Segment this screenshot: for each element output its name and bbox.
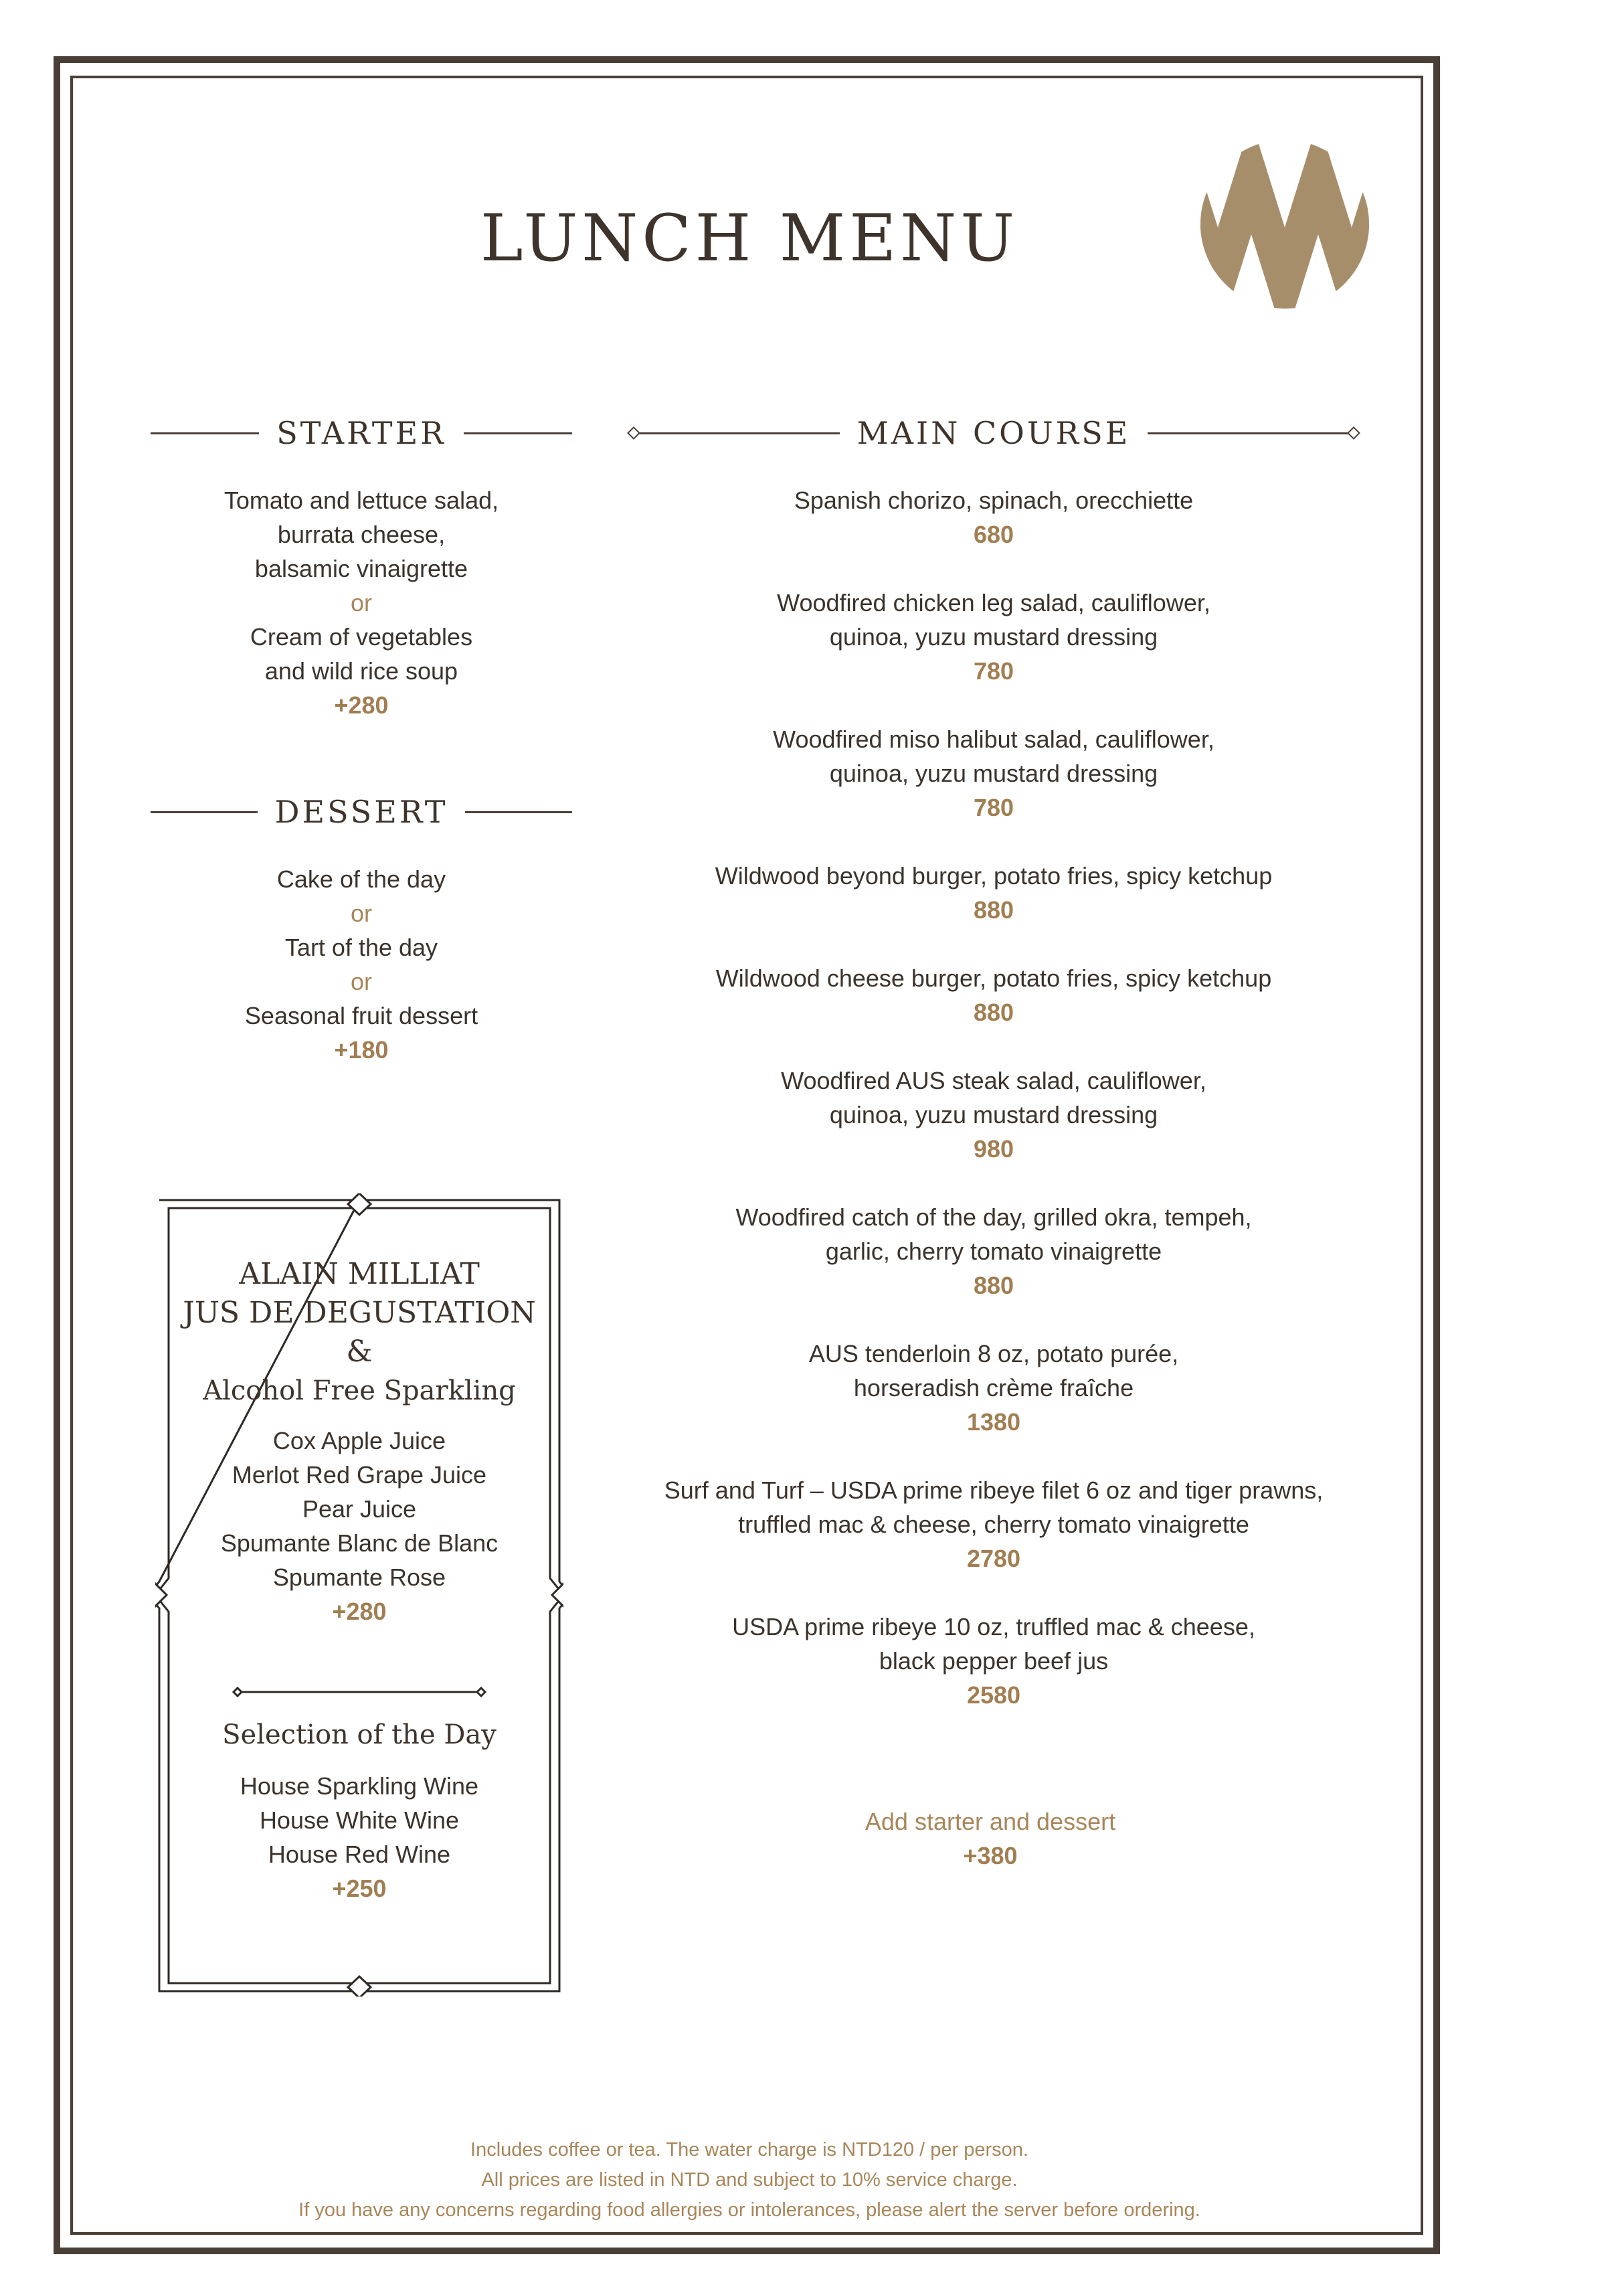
item-price: 880 [973,1272,1014,1299]
starter-price: +280 [334,691,389,719]
footer-line: If you have any concerns regarding food allergies or intolerances, please alert the server before ordering. [298,2199,1200,2221]
starter-option-line: balsamic vinaigrette [254,555,468,582]
main-course-heading: MAIN COURSE [629,415,1358,451]
item-price: 680 [973,521,1014,548]
starter-option-line: and wild rice soup [264,657,458,685]
dessert-list [151,862,572,1067]
wine-item: House Red Wine [268,1841,451,1868]
drinks-box [155,1193,563,1997]
dessert-option: Seasonal fruit dessert [244,1002,478,1029]
juice-item: Pear Juice [302,1495,417,1523]
wine-item: House Sparkling Wine [240,1772,479,1800]
main-course-item: Spanish chorizo, spinach, orecchiette 680 [629,483,1358,552]
item-price: 780 [973,794,1014,821]
item-price: 980 [973,1135,1014,1163]
heading-rule [151,432,259,434]
item-price: 1380 [966,1408,1021,1436]
item-price: 780 [973,657,1014,685]
rule-end-diamond [1347,426,1360,440]
heading-rule [638,432,840,434]
juice-item: Merlot Red Grape Juice [232,1461,487,1489]
drinks-subtitle: Alcohol Free Sparkling [203,1375,516,1406]
item-price: 2780 [966,1545,1021,1572]
dessert-price: +180 [334,1036,389,1064]
heading-rule [151,811,258,813]
main-course-item: Wildwood cheese burger, potato fries, spicy ketchup 880 [629,961,1358,1029]
heading-rule [1148,432,1349,434]
item-price: 880 [973,896,1014,924]
wine-price: +250 [332,1875,387,1902]
drinks-title-line: & [346,1335,373,1369]
selection-title: Selection of the Day [222,1719,497,1750]
main-course-item: AUS tenderloin 8 oz, potato purée, horseradish crème fraîche 1380 [629,1337,1358,1439]
starter-option-line: Tomato and lettuce salad, [223,487,499,514]
starter-heading: STARTER [151,415,572,451]
or-separator: or [350,968,372,995]
main-course-item: Woodfired catch of the day, grilled okra, tempeh, garlic, cherry tomato vinaigrette 880 [629,1200,1358,1302]
juice-item: Spumante Blanc de Blanc [220,1529,499,1557]
addon-price: +380 [963,1842,1018,1869]
main-course-item: Surf and Turf – USDA prime ribeye filet 6 oz and tiger prawns, truffled mac & cheese, cherry tomato vinaigrette 2780 [629,1473,1358,1576]
addon-offer [669,1804,1312,1873]
main-course-item: USDA prime ribeye 10 oz, truffled mac & cheese, black pepper beef jus 2580 [629,1610,1358,1712]
wine-item: House White Wine [259,1806,460,1834]
juice-price: +280 [332,1598,387,1625]
main-course-item: Woodfired chicken leg salad, cauliflower, quinoa, yuzu mustard dressing 780 [629,586,1358,688]
footer-notes [201,2135,1298,2225]
dessert-option: Cake of the day [276,865,446,893]
main-course-item: Woodfired miso halibut salad, cauliflower, quinoa, yuzu mustard dressing 780 [629,722,1358,825]
footer-line: Includes coffee or tea. The water charge is NTD120 / per person. [470,2139,1028,2161]
menu-title: LUNCH MENU [480,201,1019,276]
or-separator: or [350,589,372,616]
drinks-title-line: JUS DE DEGUSTATION [183,1296,536,1330]
dessert-option: Tart of the day [284,934,438,961]
starter-list [151,483,572,722]
drinks-title-line: ALAIN MILLIAT [239,1257,480,1291]
juice-item: Cox Apple Juice [272,1427,446,1454]
item-price: 880 [973,999,1014,1026]
drinks-content [155,1193,563,1906]
heading-rule [464,432,572,434]
heading-rule [465,811,572,813]
item-price: 2580 [966,1681,1021,1709]
footer-line: All prices are listed in NTD and subject to 10% service charge. [481,2169,1018,2191]
main-course-list [629,483,1358,1746]
main-course-item: Woodfired AUS steak salad, cauliflower, quinoa, yuzu mustard dressing 980 [629,1064,1358,1166]
or-separator: or [350,900,372,927]
main-course-item: Wildwood beyond burger, potato fries, spicy ketchup 880 [629,859,1358,927]
w-logo-icon [1198,137,1372,311]
starter-option-line: Cream of vegetables [250,623,473,651]
addon-label: Add starter and dessert [865,1808,1116,1835]
rule-end-diamond [627,426,640,440]
dessert-heading: DESSERT [151,794,572,830]
starter-option-line: burrata cheese, [277,521,446,548]
juice-item: Spumante Rose [272,1563,446,1591]
